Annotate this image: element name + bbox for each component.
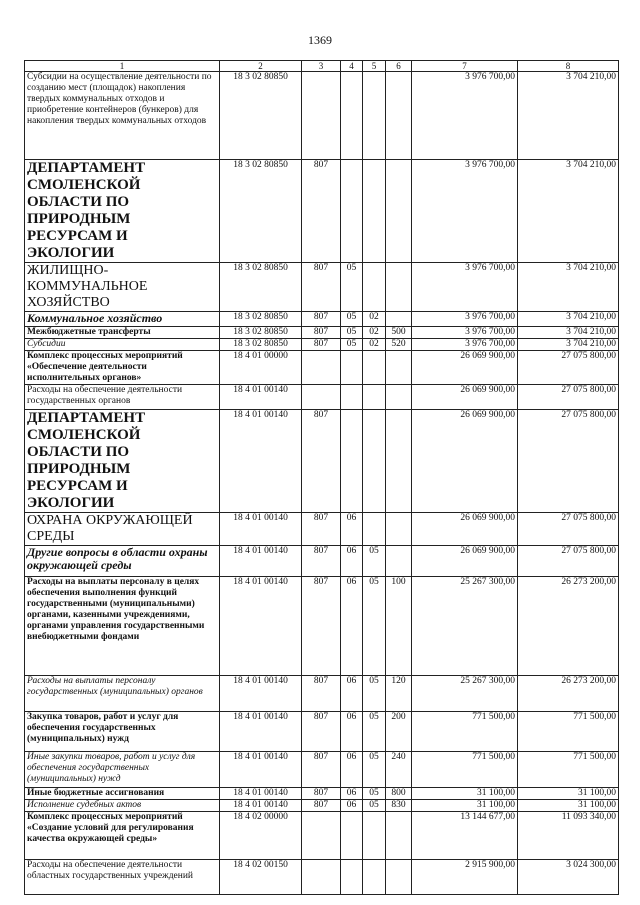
table-row	[25, 327, 619, 339]
subsection-code: 05	[363, 546, 386, 577]
amount-year-2: 3 704 210,00	[518, 339, 619, 351]
table-row	[25, 752, 619, 788]
amount-year-2: 27 075 800,00	[518, 351, 619, 385]
row-name: ДЕПАРТАМЕНТ СМОЛЕНСКОЙ ОБЛАСТИ ПО ПРИРОДНЫМ РЕСУРСАМ И ЭКОЛОГИИ	[25, 160, 220, 263]
table-row	[25, 577, 619, 676]
subsection-code: 02	[363, 339, 386, 351]
amount-year-1: 771 500,00	[412, 712, 518, 752]
table-row	[25, 160, 619, 263]
section-code: 06	[341, 800, 363, 812]
section-code: 05	[341, 312, 363, 327]
header-col-3: 3	[302, 61, 341, 72]
row-name: Расходы на выплаты персоналу в целях обеспечения выполнения функций государственными (муниципальными) органами, казенными учреждениями, органами управления государственными внебюджетными фондами	[25, 577, 220, 676]
subsection-code: 05	[363, 577, 386, 676]
target-code: 18 3 02 80850	[220, 72, 302, 160]
section-code	[341, 410, 363, 513]
target-code: 18 4 01 00140	[220, 410, 302, 513]
amount-year-2: 31 100,00	[518, 788, 619, 800]
subsection-code	[363, 513, 386, 546]
amount-year-1: 3 976 700,00	[412, 327, 518, 339]
expense-type-code	[386, 312, 412, 327]
expense-type-code	[386, 410, 412, 513]
row-name: Другие вопросы в области охраны окружающей среды	[25, 546, 220, 577]
expense-type-code: 120	[386, 676, 412, 712]
table-row	[25, 800, 619, 812]
subsection-code: 05	[363, 788, 386, 800]
grbs-code: 807	[302, 410, 341, 513]
grbs-code: 807	[302, 160, 341, 263]
amount-year-1: 26 069 900,00	[412, 546, 518, 577]
section-code: 06	[341, 788, 363, 800]
table-row	[25, 513, 619, 546]
subsection-code	[363, 160, 386, 263]
amount-year-1: 3 976 700,00	[412, 263, 518, 312]
amount-year-2: 3 704 210,00	[518, 72, 619, 160]
target-code: 18 4 01 00140	[220, 676, 302, 712]
table-row	[25, 546, 619, 577]
table-row	[25, 788, 619, 800]
grbs-code: 807	[302, 312, 341, 327]
target-code: 18 4 01 00140	[220, 712, 302, 752]
subsection-code	[363, 410, 386, 513]
header-col-1: 1	[25, 61, 220, 72]
section-code: 06	[341, 752, 363, 788]
grbs-code: 807	[302, 676, 341, 712]
expense-type-code: 200	[386, 712, 412, 752]
target-code: 18 4 01 00140	[220, 788, 302, 800]
expense-type-code	[386, 860, 412, 895]
expense-type-code: 800	[386, 788, 412, 800]
row-name: ЖИЛИЩНО-КОММУНАЛЬНОЕ ХОЗЯЙСТВО	[25, 263, 220, 312]
target-code: 18 4 01 00000	[220, 351, 302, 385]
table-row	[25, 812, 619, 860]
row-name: Иные закупки товаров, работ и услуг для обеспечения государственных (муниципальных) нужд	[25, 752, 220, 788]
amount-year-1: 25 267 300,00	[412, 577, 518, 676]
amount-year-1: 31 100,00	[412, 788, 518, 800]
expense-type-code	[386, 385, 412, 410]
subsection-code: 05	[363, 712, 386, 752]
table-row	[25, 312, 619, 327]
table-row	[25, 860, 619, 895]
grbs-code: 807	[302, 752, 341, 788]
amount-year-2: 27 075 800,00	[518, 546, 619, 577]
subsection-code: 02	[363, 327, 386, 339]
row-name: Комплекс процессных мероприятий «Обеспечение деятельности исполнительных органов»	[25, 351, 220, 385]
section-code: 06	[341, 676, 363, 712]
row-name: Расходы на обеспечение деятельности государственных органов	[25, 385, 220, 410]
grbs-code: 807	[302, 327, 341, 339]
grbs-code	[302, 385, 341, 410]
target-code: 18 4 01 00140	[220, 513, 302, 546]
target-code: 18 4 02 00000	[220, 812, 302, 860]
expense-type-code	[386, 160, 412, 263]
section-code: 05	[341, 327, 363, 339]
amount-year-1: 26 069 900,00	[412, 410, 518, 513]
table-row	[25, 72, 619, 160]
expense-type-code	[386, 546, 412, 577]
table-row	[25, 385, 619, 410]
section-code: 05	[341, 263, 363, 312]
amount-year-2: 771 500,00	[518, 752, 619, 788]
target-code: 18 3 02 80850	[220, 339, 302, 351]
expense-type-code: 520	[386, 339, 412, 351]
row-name: Субсидии	[25, 339, 220, 351]
target-code: 18 4 01 00140	[220, 546, 302, 577]
amount-year-1: 26 069 900,00	[412, 513, 518, 546]
grbs-code: 807	[302, 513, 341, 546]
target-code: 18 4 01 00140	[220, 752, 302, 788]
header-col-5: 5	[363, 61, 386, 72]
amount-year-2: 3 704 210,00	[518, 327, 619, 339]
row-name: Закупка товаров, работ и услуг для обеспечения государственных (муниципальных) нужд	[25, 712, 220, 752]
row-name: ДЕПАРТАМЕНТ СМОЛЕНСКОЙ ОБЛАСТИ ПО ПРИРОДНЫМ РЕСУРСАМ И ЭКОЛОГИИ	[25, 410, 220, 513]
expense-type-code: 100	[386, 577, 412, 676]
amount-year-2: 31 100,00	[518, 800, 619, 812]
expense-type-code: 500	[386, 327, 412, 339]
section-code	[341, 72, 363, 160]
row-name: Расходы на выплаты персоналу государственных (муниципальных) органов	[25, 676, 220, 712]
row-name: Субсидии на осуществление деятельности по созданию мест (площадок) накопления твердых коммунальных отходов и приобретение контейнеров (бункеров) для накопления твердых коммунальных отходов	[25, 72, 220, 160]
grbs-code	[302, 72, 341, 160]
section-code: 06	[341, 546, 363, 577]
section-code	[341, 160, 363, 263]
amount-year-1: 13 144 677,00	[412, 812, 518, 860]
page-number: 1369	[308, 33, 332, 47]
subsection-code	[363, 812, 386, 860]
row-name: Иные бюджетные ассигнования	[25, 788, 220, 800]
header-col-7: 7	[412, 61, 518, 72]
amount-year-2: 26 273 200,00	[518, 676, 619, 712]
table-row	[25, 351, 619, 385]
amount-year-1: 3 976 700,00	[412, 72, 518, 160]
table-header-row	[25, 61, 619, 72]
header-col-8: 8	[518, 61, 619, 72]
row-name: Комплекс процессных мероприятий «Создание условий для регулирования качества окружающей среды»	[25, 812, 220, 860]
subsection-code: 05	[363, 800, 386, 812]
row-name: Межбюджетные трансферты	[25, 327, 220, 339]
amount-year-1: 31 100,00	[412, 800, 518, 812]
amount-year-2: 11 093 340,00	[518, 812, 619, 860]
amount-year-2: 27 075 800,00	[518, 513, 619, 546]
subsection-code	[363, 385, 386, 410]
amount-year-1: 3 976 700,00	[412, 312, 518, 327]
table-row	[25, 676, 619, 712]
target-code: 18 4 01 00140	[220, 385, 302, 410]
expense-type-code	[386, 263, 412, 312]
expense-type-code	[386, 812, 412, 860]
section-code: 06	[341, 513, 363, 546]
target-code: 18 3 02 80850	[220, 160, 302, 263]
section-code	[341, 385, 363, 410]
amount-year-2: 3 704 210,00	[518, 160, 619, 263]
amount-year-1: 2 915 900,00	[412, 860, 518, 895]
section-code	[341, 351, 363, 385]
subsection-code	[363, 72, 386, 160]
table-row	[25, 410, 619, 513]
section-code	[341, 812, 363, 860]
table-row	[25, 339, 619, 351]
target-code: 18 3 02 80850	[220, 327, 302, 339]
grbs-code: 807	[302, 712, 341, 752]
header-col-6: 6	[386, 61, 412, 72]
grbs-code: 807	[302, 788, 341, 800]
amount-year-2: 27 075 800,00	[518, 410, 619, 513]
amount-year-1: 3 976 700,00	[412, 339, 518, 351]
grbs-code: 807	[302, 263, 341, 312]
grbs-code	[302, 812, 341, 860]
section-code	[341, 860, 363, 895]
grbs-code: 807	[302, 577, 341, 676]
expense-type-code: 240	[386, 752, 412, 788]
amount-year-2: 3 704 210,00	[518, 312, 619, 327]
subsection-code	[363, 263, 386, 312]
amount-year-1: 26 069 900,00	[412, 385, 518, 410]
grbs-code: 807	[302, 800, 341, 812]
budget-table	[24, 60, 619, 895]
target-code: 18 3 02 80850	[220, 263, 302, 312]
subsection-code: 02	[363, 312, 386, 327]
table-row	[25, 712, 619, 752]
amount-year-1: 25 267 300,00	[412, 676, 518, 712]
row-name: Исполнение судебных актов	[25, 800, 220, 812]
subsection-code: 05	[363, 676, 386, 712]
expense-type-code	[386, 513, 412, 546]
row-name: Расходы на обеспечение деятельности областных государственных учреждений	[25, 860, 220, 895]
grbs-code	[302, 351, 341, 385]
grbs-code	[302, 860, 341, 895]
amount-year-1: 26 069 900,00	[412, 351, 518, 385]
subsection-code	[363, 351, 386, 385]
amount-year-2: 27 075 800,00	[518, 385, 619, 410]
subsection-code	[363, 860, 386, 895]
target-code: 18 4 01 00140	[220, 800, 302, 812]
amount-year-1: 3 976 700,00	[412, 160, 518, 263]
header-col-2: 2	[220, 61, 302, 72]
expense-type-code	[386, 72, 412, 160]
table-row	[25, 263, 619, 312]
target-code: 18 4 02 00150	[220, 860, 302, 895]
amount-year-2: 3 024 300,00	[518, 860, 619, 895]
section-code: 06	[341, 577, 363, 676]
grbs-code: 807	[302, 339, 341, 351]
amount-year-2: 26 273 200,00	[518, 577, 619, 676]
amount-year-1: 771 500,00	[412, 752, 518, 788]
amount-year-2: 771 500,00	[518, 712, 619, 752]
subsection-code: 05	[363, 752, 386, 788]
section-code: 06	[341, 712, 363, 752]
grbs-code: 807	[302, 546, 341, 577]
target-code: 18 4 01 00140	[220, 577, 302, 676]
section-code: 05	[341, 339, 363, 351]
expense-type-code	[386, 351, 412, 385]
target-code: 18 3 02 80850	[220, 312, 302, 327]
header-col-4: 4	[341, 61, 363, 72]
amount-year-2: 3 704 210,00	[518, 263, 619, 312]
row-name: ОХРАНА ОКРУЖАЮЩЕЙ СРЕДЫ	[25, 513, 220, 546]
row-name: Коммунальное хозяйство	[25, 312, 220, 327]
expense-type-code: 830	[386, 800, 412, 812]
